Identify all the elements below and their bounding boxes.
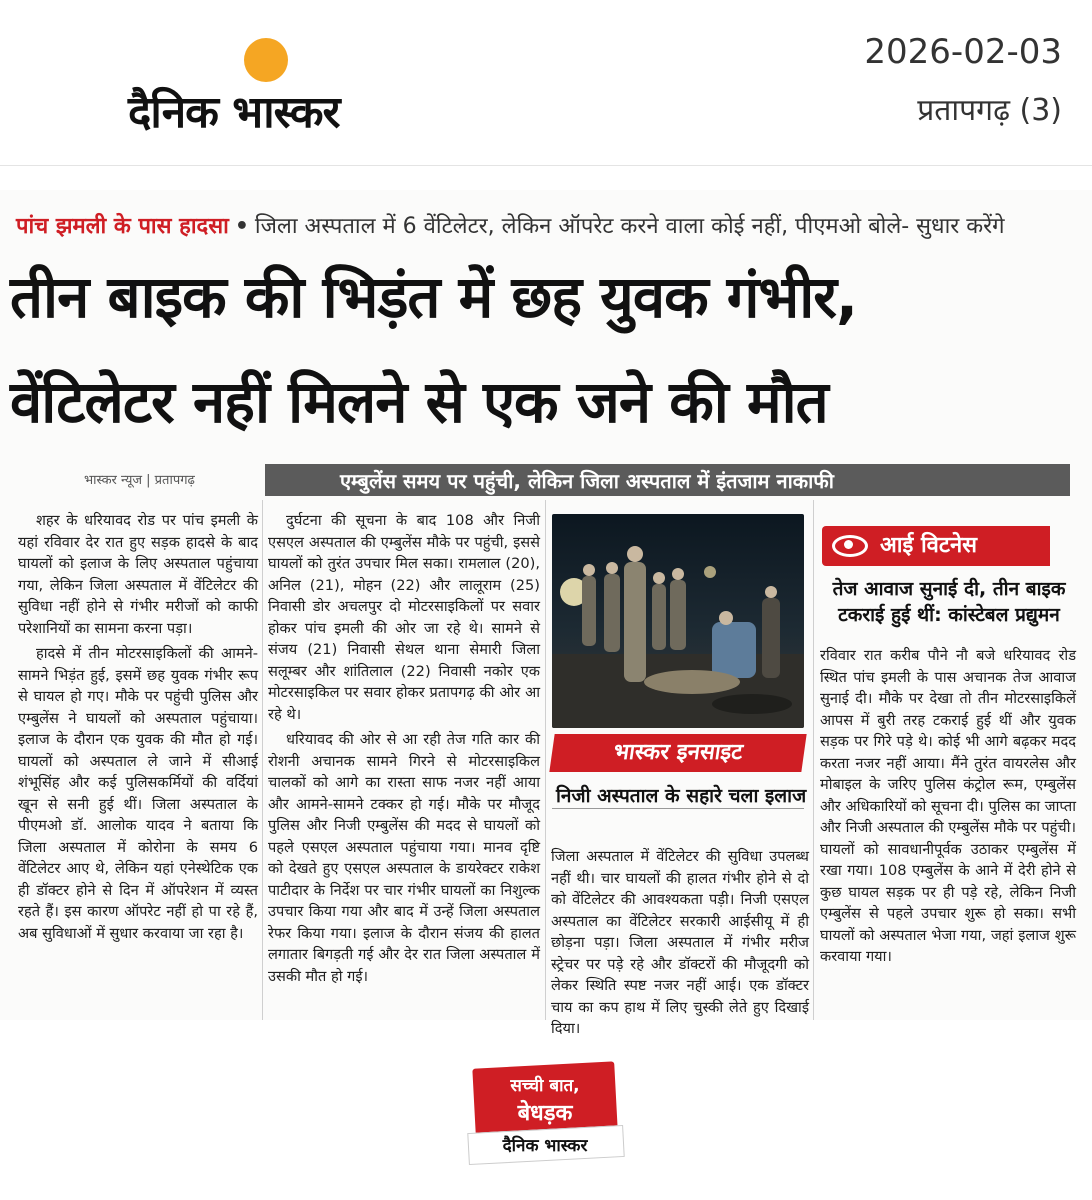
brand-badge [466,1055,624,1163]
headline-line-2: वेंटिलेटर नहीं मिलने से एक जने की मौत [10,368,828,436]
column-divider [813,500,814,1020]
badge-tagline-1: सच्ची बात, [510,1076,580,1096]
article-column-3 [551,846,809,1044]
kicker [16,210,1005,240]
eyewitness-label [822,526,1050,566]
accident-scene-illustration [552,514,804,728]
paragraph: हादसे में तीन मोटरसाइकिलों की आमने-सामने भिड़ंत हुई, इसमें छह युवक गंभीर रूप से घायल हो गए। मौके पर पहुंची पुलिस और एम्बुलेंस ने घायलों को अस्पताल पहुंचाया। इलाज के दौरान एक युवक की मौत हो गई। घायलों को अस्पताल ले जाने में सीआई शंभूसिंह और कई पुलिसकर्मियों की वर्दियां खून से सनी हुई थीं। जिला अस्पताल के पीएमओ डॉ. आलोक यादव ने बताया कि जिला अस्पताल में कोरोना के समय 6 वेंटिलेटर आए थे, लेकिन यहां एनेस्थेटिक एक ही डॉक्टर होने से दिन में ऑपरेशन में व्यस्त रहते हैं। इस कारण ऑपरेट नहीं हो पा रहे हैं, अब सुविधाओं में सुधार करवाया जा रहा है। [18,645,258,942]
publication-date: 2026-02-03 [864,32,1062,72]
logo: दैनिक भास्कर [128,87,340,138]
paragraph: धरियावद की ओर से आ रही तेज गति कार की रोशनी अचानक सामने गिरने से मोटरसाइकिल चालकों को आगे का रास्ता साफ नजर नहीं आया और आमने-सामने टक्कर हो गई। मौके पर मौजूद पुलिस और निजी एम्बुलेंस की मदद से घायलों को पहले एसएल अस्पताल पहुंचाया गया। मानव दृष्टि को देखते हुए एसएल अस्पताल के डायरेक्टर राकेश पाटीदार के निर्देश पर चार गंभीर घायलों का निशुल्क उपचार किया गया और बाद में उन्हें जिला अस्पताल रेफर किया गया। इलाज के दौरान संजय की हालत लगातार बिगड़ती गई और देर रात जिला अस्पताल में उसकी मौत हो गई। [268,731,540,985]
column-divider [262,500,263,1020]
headline-line-1: तीन बाइक की भिड़ंत में छह युवक गंभीर, [10,263,858,331]
kicker-summary: जिला अस्पताल में 6 वेंटिलेटर, लेकिन ऑपरेट करने वाला कोई नहीं, पीएमओ बोले- सुधार करेंगे [254,214,1005,239]
kicker-location: पांच झमली के पास हादसा [16,214,229,239]
article-column-4 [820,645,1076,972]
header-divider [0,165,1092,166]
logo-sun-icon [244,38,288,82]
badge-tagline-2: बेधड़क [517,1101,573,1126]
app-header [0,0,1092,165]
insight-label: भास्कर इनसाइट [549,734,806,772]
paragraph: रविवार रात करीब पौने नौ बजे धरियावद रोड स्थित पांच इमली के पास अचानक तेज आवाज सुनाई दी। मौके पर देखा तो तीन मोटरसाइकिलें आपस में बुरी तरह टकराई हुई थीं और युवक सड़क पर गिरे पड़े थे। कोई भी आगे बढ़कर मदद करता नजर नहीं आया। मैंने तुरंत वायरलेस और मोबाइल के जरिए पुलिस कंट्रोल रूम, एम्बुलेंस और अधिकारियों को सूचना दी। पुलिस का जाप्ता और निजी अस्पताल की एम्बुलेंस मौके पर पहुंची। घायलों को सावधानीपूर्वक उठाकर एम्बुलेंस में रखा गया। 108 एम्बुलेंस के आने में देरी होने से कुछ घायल सड़क पर ही पड़े रहे, लेकिन निजी एम्बुलेंस से पहले उपचार शुरू हो सका। सभी घायलों को अस्पताल भेजा गया, जहां इलाज शुरू करवाया गया। [820,647,1076,965]
eyewitness-heading: तेज आवाज सुनाई दी, तीन बाइक टकराई हुई थीं: कांस्टेबल प्रद्युमन [832,578,1066,626]
eyewitness-label-text: आई विटनेस [880,533,978,558]
insight-heading: निजी अस्पताल के सहारे चला इलाज [556,785,807,807]
eye-icon [832,535,868,557]
column-divider [545,500,546,1020]
subhead: एम्बुलेंस समय पर पहुंची, लेकिन जिला अस्पताल में इंतजाम नाकाफी [340,469,834,493]
article-column-2 [268,510,540,991]
paragraph: जिला अस्पताल में वेंटिलेटर की सुविधा उपलब्ध नहीं थी। चार घायलों की हालत गंभीर होने से दो को वेंटिलेटर की आवश्यकता पड़ी। निजी एसएल अस्पताल का वेंटिलेटर सरकारी आईसीयू में ही छोड़ना पड़ा। जिला अस्पताल में गंभीर मरीज स्ट्रेचर पर पड़े रहे और डॉक्टरों की मौजूदगी को लेकर स्थिति स्पष्ट नजर नहीं आई। एक डॉक्टर चाय का कप हाथ में लिए चुस्की लेते हुए दिखाई दिया। [551,848,809,1037]
insight-divider [552,808,804,809]
byline: भास्कर न्यूज | प्रतापगढ़ [84,473,195,488]
badge-logo-text: दैनिक भास्कर [502,1136,588,1156]
article-column-1 [18,510,258,948]
edition-label: प्रतापगढ़ (3) [917,93,1062,128]
paragraph: शहर के धरियावद रोड पर पांच इमली के यहां रविवार देर रात हुए सड़क हादसे के बाद घायलों को इलाज के लिए अस्पताल पहुंचाया गया, लेकिन जिला अस्पताल में वेंटिलेटर की सुविधा नहीं होने से गंभीर मरीजों को काफी परेशानियों का सामना करना पड़ा। [18,512,258,637]
accident-scene-photo [552,514,804,728]
paragraph: दुर्घटना की सूचना के बाद 108 और निजी एसएल अस्पताल की एम्बुलेंस मौके पर पहुंची, इससे घायलों को तुरंत उपचार मिल सका। रामलाल (20), अनिल (21), मोहन (22) और लालूराम (25) निवासी डोर अचलपुर दो मोटरसाइकिलों पर सवार होकर पांच इमली की ओर जा रहे थे। सामने से संजय (21) निवासी सेथल थाना सेमारी जिला सलूम्बर और शांतिलाल (22) निवासी नकोर एक मोटरसाइकिल पर सवार होकर प्रतापगढ़ की ओर आ रहे थे। [268,512,540,723]
kicker-bullet: • [234,214,249,239]
